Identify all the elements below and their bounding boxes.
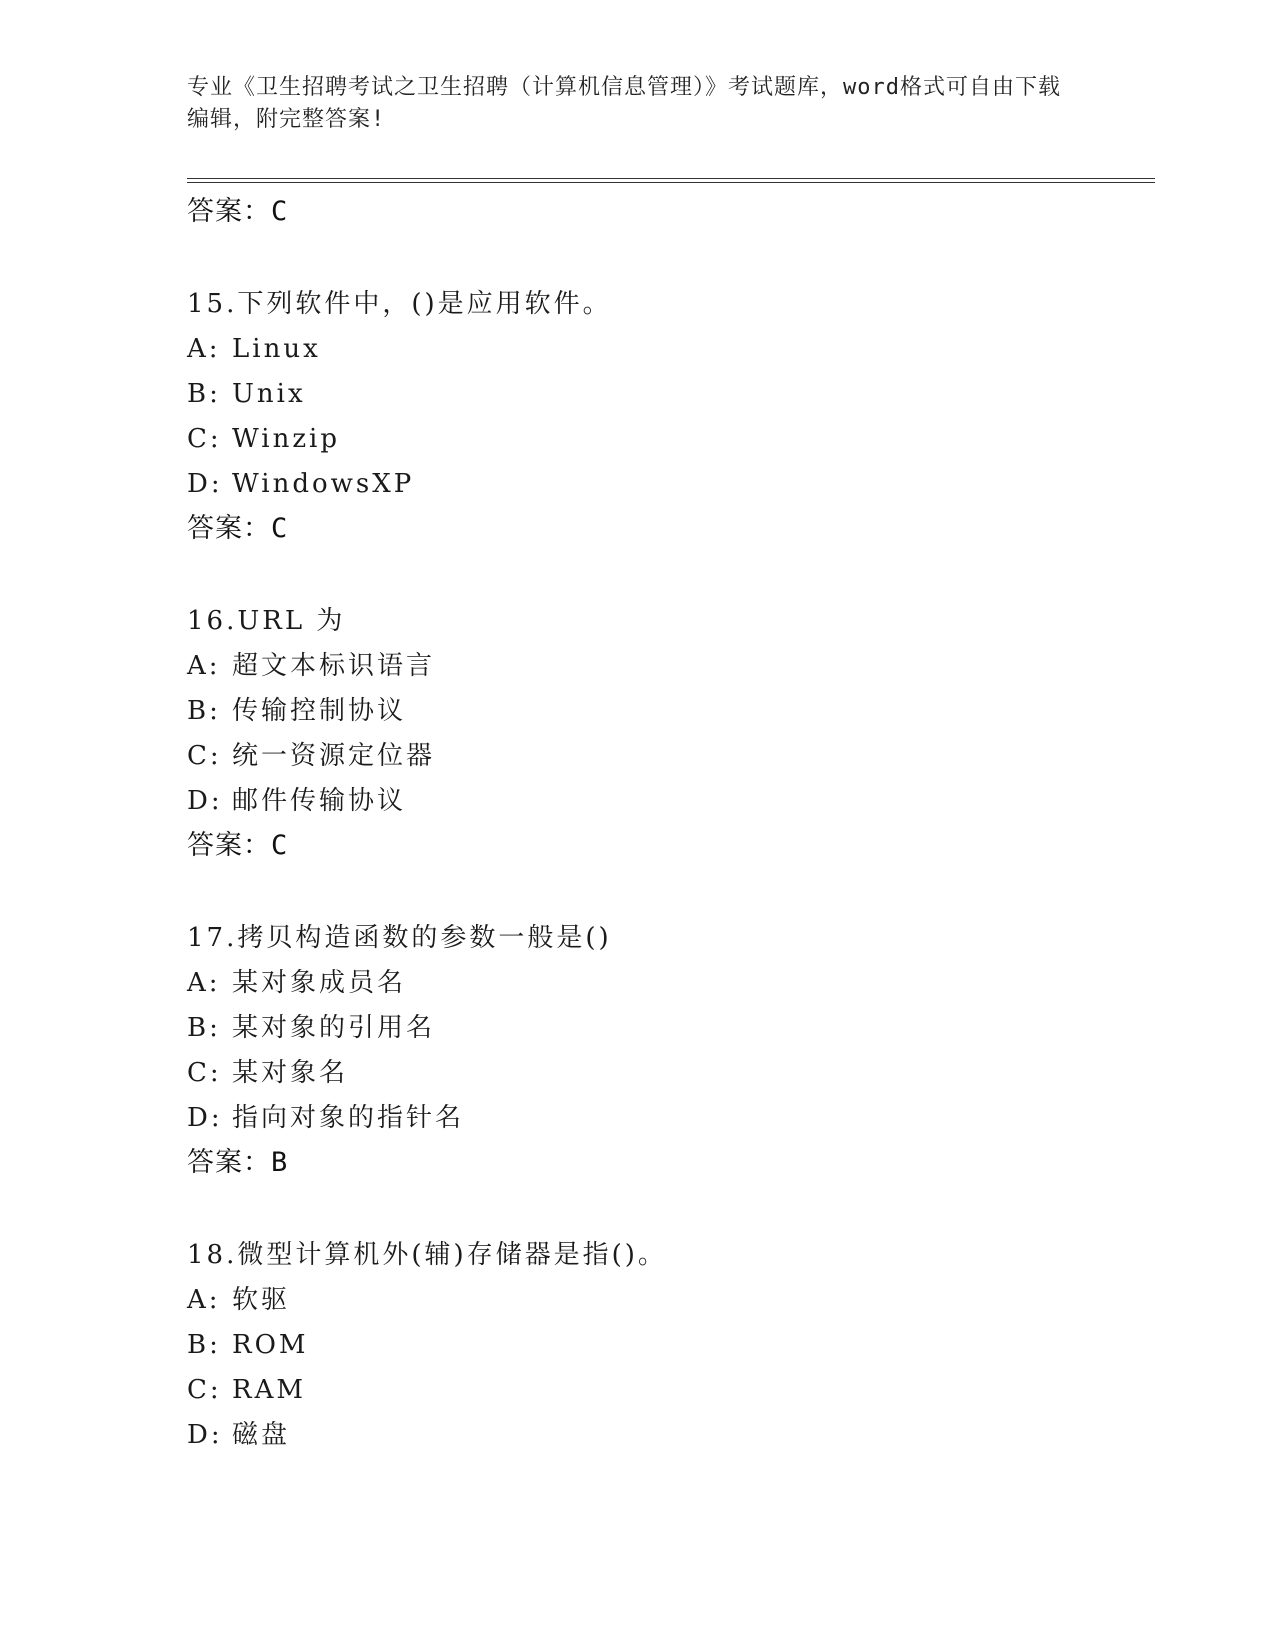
option-key: A:: [187, 651, 221, 681]
option-text: Unix: [232, 379, 306, 409]
option-a: [187, 327, 1147, 372]
header-divider-top: [187, 178, 1155, 179]
option-key: D:: [187, 1420, 223, 1450]
spacer: [187, 234, 1147, 282]
option-text: 磁盘: [232, 1420, 291, 1450]
option-c: [187, 1368, 1147, 1413]
option-text: WindowsXP: [232, 469, 415, 499]
option-text: 某对象成员名: [232, 968, 407, 998]
answer-line: [187, 507, 1147, 551]
option-text: 指向对象的指针名: [232, 1103, 465, 1133]
option-key: A:: [187, 334, 221, 364]
answer-label: 答案：: [187, 513, 271, 544]
option-d: [187, 462, 1147, 507]
option-text: 传输控制协议: [232, 696, 407, 726]
answer-value: C: [271, 196, 288, 227]
option-key: A:: [187, 968, 221, 998]
question-15: [187, 282, 1147, 551]
option-text: Winzip: [232, 424, 340, 454]
option-key: D:: [187, 1103, 223, 1133]
option-a: [187, 644, 1147, 689]
option-b: [187, 1006, 1147, 1051]
option-text: 软驱: [232, 1285, 291, 1315]
option-a: [187, 1278, 1147, 1323]
option-b: [187, 372, 1147, 417]
document-header: 专业《卫生招聘考试之卫生招聘（计算机信息管理）》考试题库，word格式可自由下载编辑，附完整答案!: [187, 75, 1061, 132]
option-c: [187, 1051, 1147, 1096]
option-key: C:: [187, 424, 222, 454]
option-c: [187, 417, 1147, 462]
answer-value: C: [271, 830, 288, 861]
question-title: 15.下列软件中，()是应用软件。: [187, 289, 612, 319]
answer-line: [187, 1141, 1147, 1185]
option-text: 邮件传输协议: [232, 786, 407, 816]
option-key: D:: [187, 786, 223, 816]
option-text: 统一资源定位器: [232, 741, 436, 771]
question-18: [187, 1233, 1147, 1458]
answer-line: [187, 190, 1147, 234]
option-b: [187, 1323, 1147, 1368]
option-b: [187, 689, 1147, 734]
question-title: 16.URL 为: [187, 606, 346, 636]
option-key: B:: [187, 696, 221, 726]
option-text: 某对象名: [232, 1058, 349, 1088]
spacer: [187, 868, 1147, 916]
header-divider-bottom: [187, 182, 1155, 183]
question-list: [187, 190, 1147, 1458]
option-key: A:: [187, 1285, 221, 1315]
spacer: [187, 1185, 1147, 1233]
option-c: [187, 734, 1147, 779]
option-key: B:: [187, 379, 221, 409]
answer-label: 答案：: [187, 1147, 271, 1178]
option-key: D:: [187, 469, 223, 499]
option-text: RAM: [232, 1375, 306, 1405]
option-d: [187, 779, 1147, 824]
option-key: C:: [187, 1375, 222, 1405]
answer-label: 答案：: [187, 196, 271, 227]
answer-value: B: [271, 1147, 288, 1178]
option-key: B:: [187, 1013, 221, 1043]
option-text: Linux: [232, 334, 321, 364]
option-key: B:: [187, 1330, 221, 1360]
option-text: 某对象的引用名: [232, 1013, 436, 1043]
spacer: [187, 551, 1147, 599]
question-16: [187, 599, 1147, 868]
question-17: [187, 916, 1147, 1185]
option-d: [187, 1096, 1147, 1141]
question-title: 18.微型计算机外(辅)存储器是指()。: [187, 1240, 667, 1270]
answer-line: [187, 824, 1147, 868]
option-key: C:: [187, 741, 222, 771]
option-d: [187, 1413, 1147, 1458]
option-key: C:: [187, 1058, 222, 1088]
option-text: ROM: [232, 1330, 309, 1360]
answer-label: 答案：: [187, 830, 271, 861]
option-text: 超文本标识语言: [232, 651, 436, 681]
option-a: [187, 961, 1147, 1006]
answer-value: C: [271, 513, 288, 544]
question-title: 17.拷贝构造函数的参数一般是(): [187, 923, 612, 953]
